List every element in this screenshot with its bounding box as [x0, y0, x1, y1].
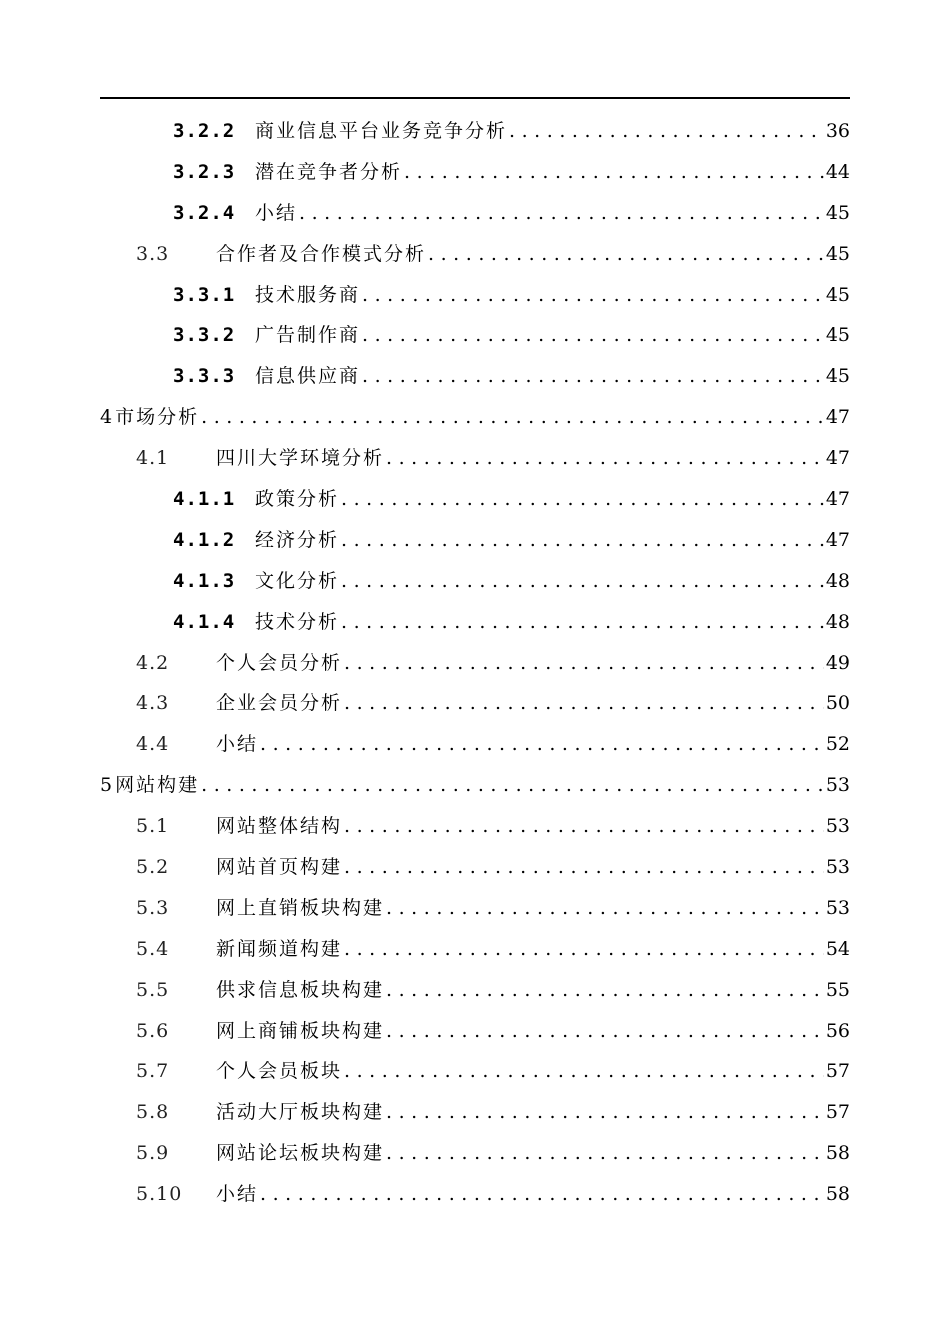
toc-entry-number: 5.5	[136, 978, 170, 1001]
toc-entry-number: 3.2.3	[173, 160, 236, 183]
toc-entry[interactable]	[0, 847, 950, 888]
dot-leader	[341, 520, 824, 561]
toc-entry-title: 商业信息平台业务竞争分析	[255, 120, 508, 142]
dot-leader	[260, 1174, 824, 1215]
dot-leader	[362, 315, 824, 356]
toc-entry-number: 3.3.1	[173, 283, 236, 306]
toc-entry[interactable]	[0, 520, 950, 561]
toc-entry-page: 54	[825, 937, 850, 960]
toc-entry-page: 50	[825, 692, 850, 715]
toc-entry-number: 5.8	[136, 1101, 170, 1124]
toc-entry[interactable]	[0, 234, 950, 275]
toc-entry-page: 47	[825, 528, 850, 551]
toc-entry-title: 经济分析	[255, 528, 340, 551]
dot-leader	[386, 1133, 824, 1174]
toc-entry-title: 供求信息板块构建	[216, 978, 385, 1001]
dot-leader	[404, 152, 824, 193]
toc-entry-title: 潜在竞争者分析	[255, 160, 403, 183]
toc-entry-page: 58	[825, 1142, 850, 1165]
toc-entry-page: 52	[825, 733, 850, 756]
toc-entry[interactable]	[0, 561, 950, 602]
toc-entry-page: 48	[825, 610, 850, 633]
toc-entry-title: 小结	[255, 201, 298, 224]
toc-entry-title: 活动大厅板块构建	[216, 1101, 385, 1124]
toc-entry-number: 3.3.3	[173, 365, 236, 388]
toc-entry-page: 47	[825, 447, 850, 470]
toc-entry-title: 信息供应商	[255, 365, 361, 388]
toc-entry-page: 57	[825, 1060, 850, 1083]
dot-leader	[341, 479, 824, 520]
toc-entry[interactable]	[0, 111, 950, 152]
header-rule	[100, 97, 850, 99]
toc-entry-title: 个人会员分析	[216, 651, 343, 674]
toc-entry-title: 网站首页构建	[216, 856, 343, 879]
toc-entry-title: 小结	[216, 1183, 259, 1206]
dot-leader	[344, 929, 824, 970]
toc-entry-page: 49	[825, 651, 850, 674]
toc-entry-title: 文化分析	[255, 569, 340, 592]
toc-entry-page: 53	[825, 815, 850, 838]
toc-entry-page: 45	[825, 201, 850, 224]
toc-entry-number: 5.9	[136, 1142, 170, 1165]
toc-entry[interactable]	[0, 438, 950, 479]
toc-entry[interactable]	[0, 888, 950, 929]
dot-leader	[344, 847, 824, 888]
toc-entry-page: 55	[825, 978, 850, 1001]
toc-entry[interactable]	[0, 1133, 950, 1174]
toc-entry[interactable]	[0, 643, 950, 684]
dot-leader	[509, 111, 824, 152]
toc-entry-title: 技术服务商	[255, 283, 361, 306]
dot-leader	[344, 806, 824, 847]
toc-entry-page: 53	[825, 774, 850, 797]
dot-leader	[341, 561, 824, 602]
toc-entry[interactable]	[0, 683, 950, 724]
toc-entry-title: 网上直销板块构建	[216, 896, 385, 919]
dot-leader	[201, 397, 824, 438]
toc-entry-page: 45	[825, 324, 850, 347]
toc-entry-number: 5.6	[136, 1019, 170, 1042]
toc-entry-number: 5.1	[136, 815, 170, 838]
toc-entry-number: 4.2	[136, 651, 170, 674]
dot-leader	[201, 765, 824, 806]
toc-entry-number: 5.2	[136, 856, 170, 879]
toc-entry-number: 3.3.2	[173, 324, 236, 347]
toc-entry-number: 5	[100, 774, 113, 797]
toc-entry-page: 45	[825, 365, 850, 388]
toc-entry-page: 57	[825, 1101, 850, 1124]
dot-leader	[344, 1051, 824, 1092]
toc-entry-number: 4.3	[136, 692, 170, 715]
table-of-contents	[0, 111, 950, 1215]
toc-entry-page: 36	[825, 120, 850, 142]
toc-entry[interactable]	[0, 397, 950, 438]
toc-entry-title: 新闻频道构建	[216, 937, 343, 960]
toc-entry-title: 技术分析	[255, 610, 340, 633]
dot-leader	[362, 356, 824, 397]
toc-entry-title: 市场分析	[115, 406, 200, 429]
dot-leader	[386, 888, 824, 929]
toc-entry-number: 4.1	[136, 447, 170, 470]
toc-entry-title: 个人会员板块	[216, 1060, 343, 1083]
toc-entry-page: 58	[825, 1183, 850, 1206]
toc-entry[interactable]	[0, 315, 950, 356]
dot-leader	[362, 275, 824, 316]
toc-entry[interactable]	[0, 1092, 950, 1133]
toc-entry-number: 3.2.2	[173, 120, 236, 142]
toc-entry[interactable]	[0, 970, 950, 1011]
toc-entry-title: 政策分析	[255, 488, 340, 511]
toc-entry-number: 4.1.1	[173, 488, 236, 511]
dot-leader	[386, 1011, 824, 1052]
toc-entry-number: 3.3	[136, 242, 170, 265]
toc-entry[interactable]	[0, 479, 950, 520]
toc-entry-number: 5.10	[136, 1183, 183, 1206]
toc-entry-page: 53	[825, 856, 850, 879]
toc-entry-number: 5.4	[136, 937, 170, 960]
toc-entry-number: 5.7	[136, 1060, 170, 1083]
toc-entry-title: 合作者及合作模式分析	[216, 242, 427, 265]
toc-entry-page: 44	[825, 160, 850, 183]
toc-entry[interactable]	[0, 1011, 950, 1052]
toc-entry[interactable]	[0, 724, 950, 765]
dot-leader	[344, 643, 824, 684]
toc-entry-title: 小结	[216, 733, 259, 756]
dot-leader	[386, 970, 824, 1011]
toc-entry[interactable]	[0, 765, 950, 806]
toc-entry[interactable]	[0, 152, 950, 193]
toc-entry[interactable]	[0, 275, 950, 316]
toc-entry-page: 53	[825, 896, 850, 919]
toc-entry-title: 四川大学环境分析	[216, 447, 385, 470]
toc-entry-number: 4	[100, 406, 113, 429]
toc-entry-number: 4.1.4	[173, 610, 236, 633]
toc-entry-title: 网站整体结构	[216, 815, 343, 838]
toc-entry-title: 网站构建	[115, 774, 200, 797]
toc-entry-page: 56	[825, 1019, 850, 1042]
dot-leader	[386, 1092, 824, 1133]
toc-entry-number: 4.4	[136, 733, 170, 756]
dot-leader	[428, 234, 824, 275]
toc-entry-number: 5.3	[136, 896, 170, 919]
toc-entry[interactable]	[0, 1174, 950, 1215]
toc-entry[interactable]	[0, 1051, 950, 1092]
toc-entry[interactable]	[0, 602, 950, 643]
toc-entry-page: 45	[825, 242, 850, 265]
dot-leader	[299, 193, 824, 234]
toc-entry-number: 4.1.2	[173, 528, 236, 551]
toc-entry[interactable]	[0, 356, 950, 397]
toc-entry-number: 4.1.3	[173, 569, 236, 592]
toc-entry-title: 网上商铺板块构建	[216, 1019, 385, 1042]
toc-entry[interactable]	[0, 929, 950, 970]
toc-entry-title: 广告制作商	[255, 324, 361, 347]
toc-entry-number: 3.2.4	[173, 201, 236, 224]
dot-leader	[344, 683, 824, 724]
toc-entry-page: 45	[825, 283, 850, 306]
dot-leader	[386, 438, 824, 479]
toc-entry-page: 48	[825, 569, 850, 592]
toc-entry[interactable]	[0, 193, 950, 234]
toc-entry-title: 企业会员分析	[216, 692, 343, 715]
toc-entry-page: 47	[825, 406, 850, 429]
toc-entry[interactable]	[0, 806, 950, 847]
toc-entry-title: 网站论坛板块构建	[216, 1142, 385, 1165]
toc-entry-page: 47	[825, 488, 850, 511]
dot-leader	[260, 724, 824, 765]
dot-leader	[341, 602, 824, 643]
